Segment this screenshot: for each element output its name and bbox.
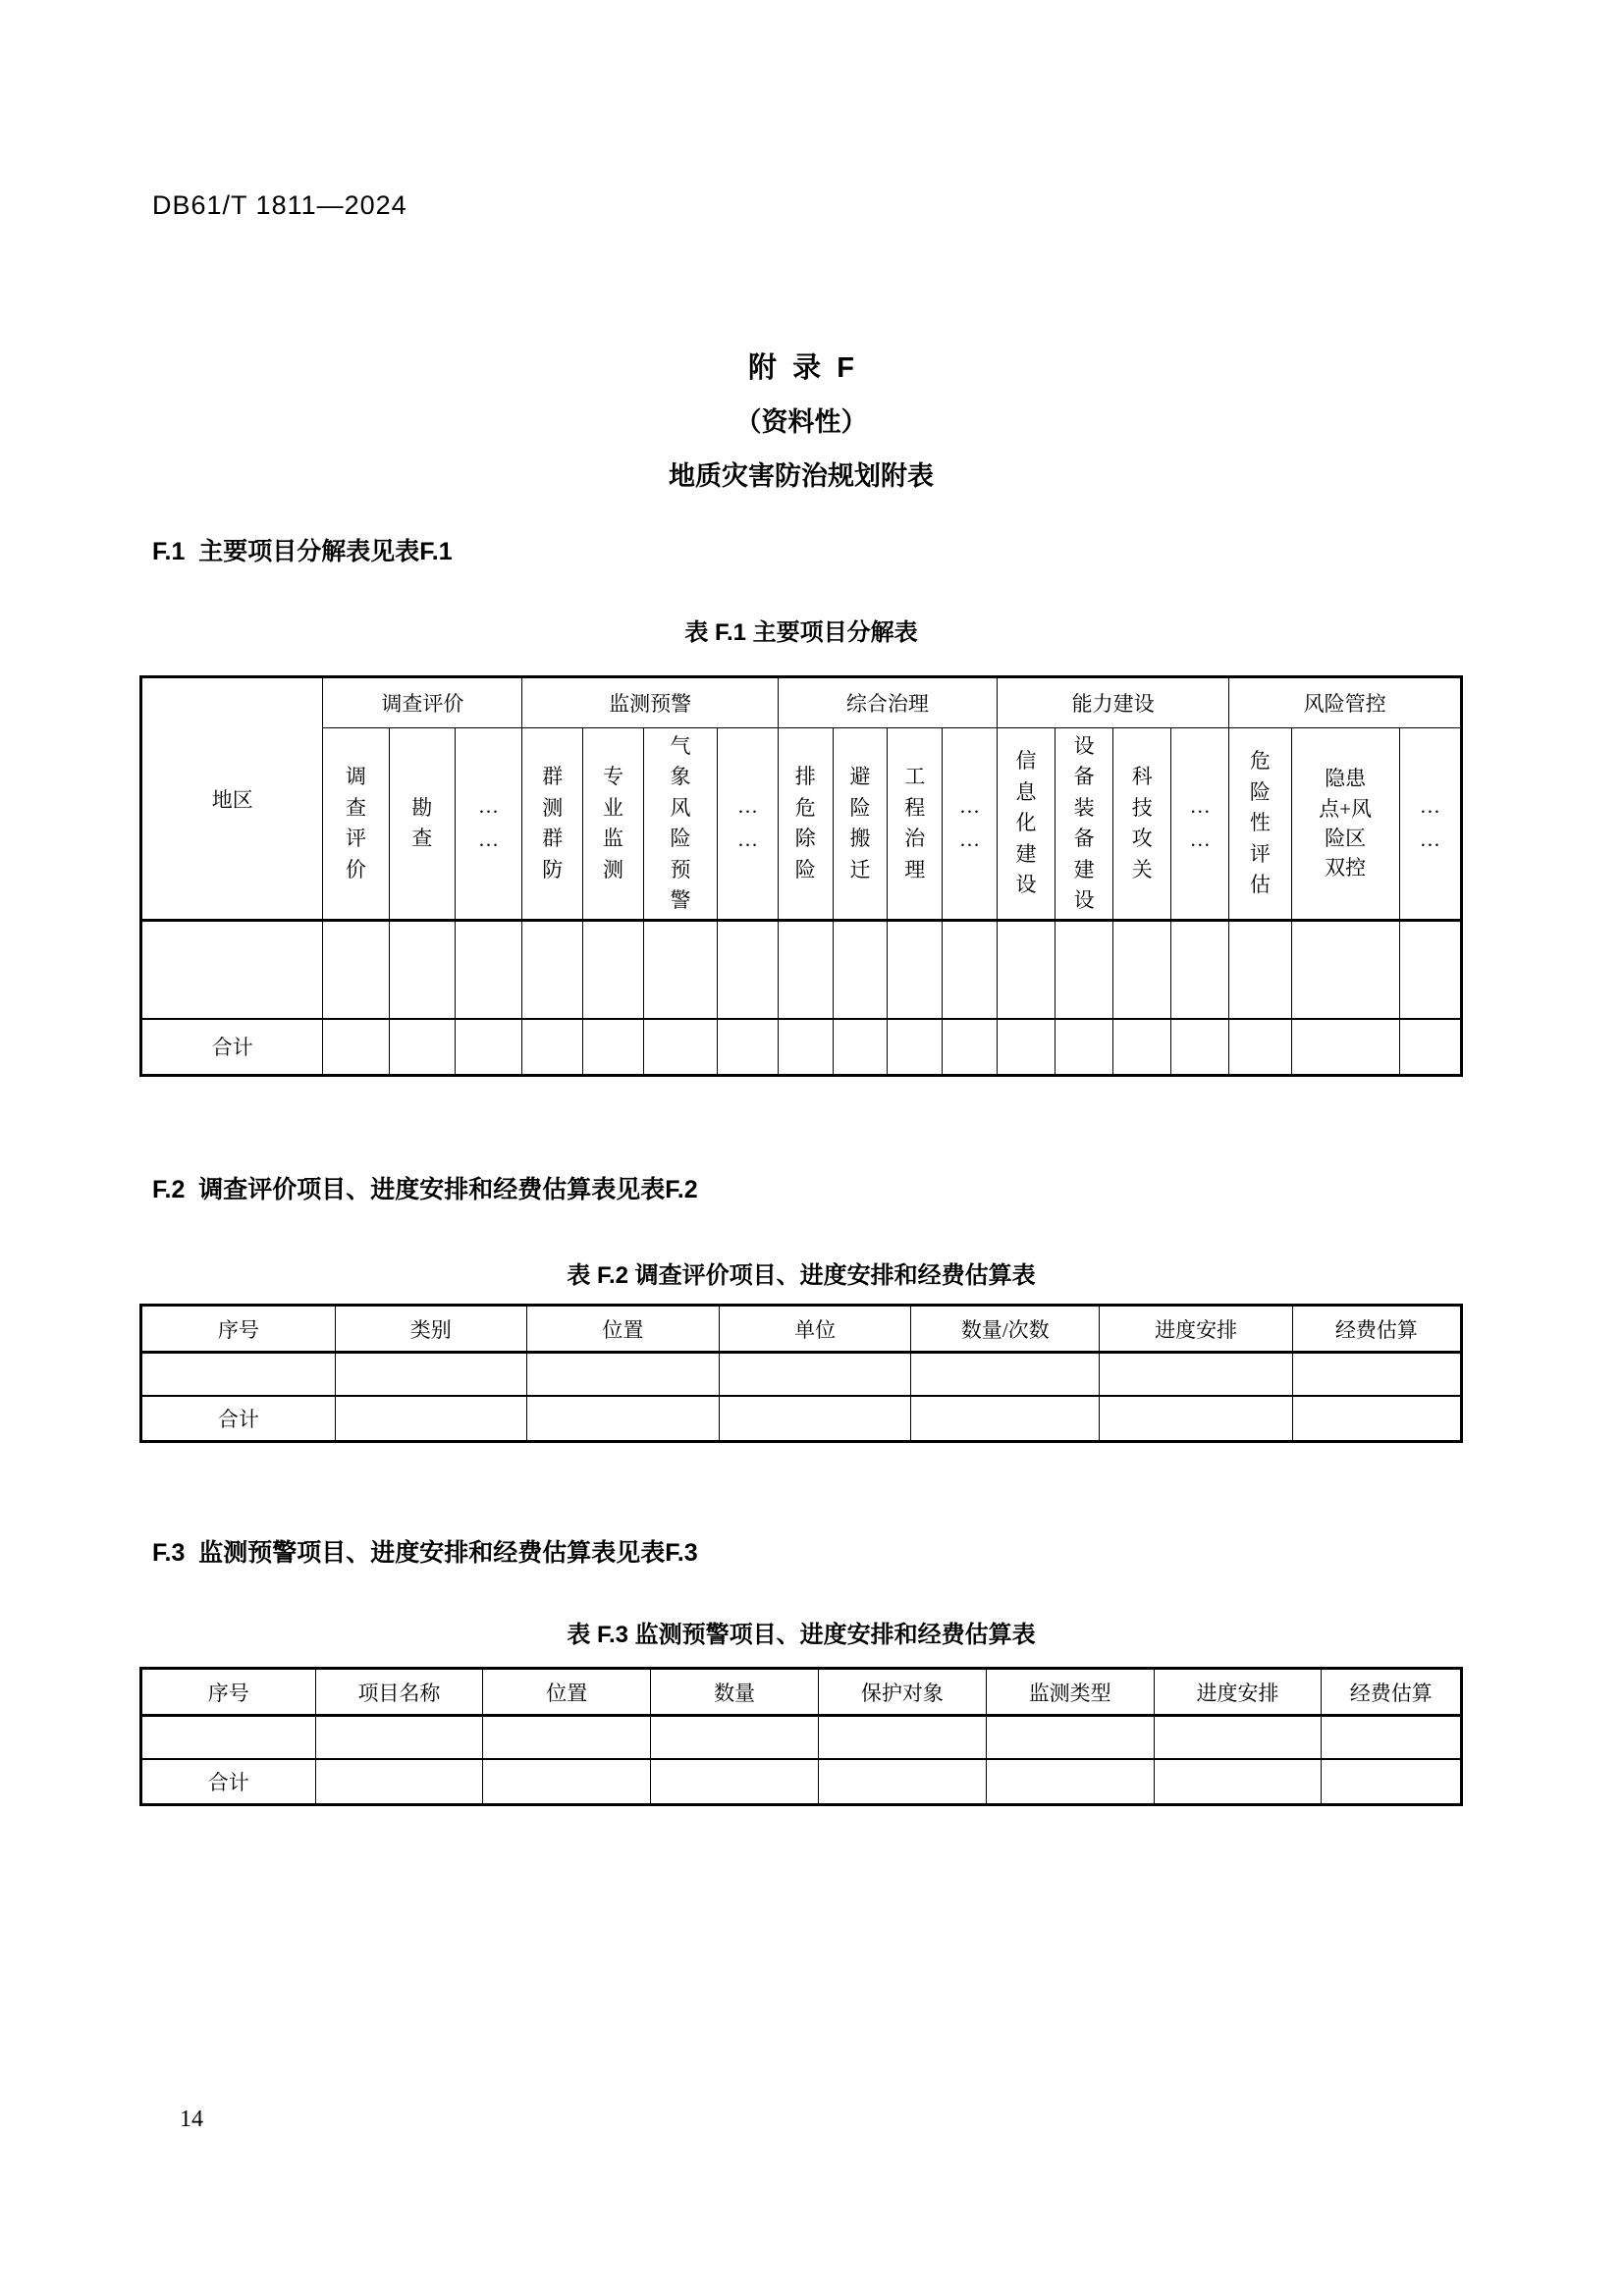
table-f2-total-cell — [526, 1396, 719, 1442]
subcolumn-label: 气象风险预警 — [670, 733, 691, 912]
table-f2-column-header: 经费估算 — [1292, 1306, 1461, 1353]
table-f1-empty-cell — [522, 921, 583, 1019]
table-f3-column-header: 位置 — [483, 1669, 651, 1716]
table-f1-subcolumn-header — [888, 728, 943, 921]
table-f1-total-cell — [522, 1019, 583, 1076]
table-f1-total-cell — [778, 1019, 833, 1076]
table-f3-empty-cell — [141, 1716, 316, 1759]
table-f3-total-row — [141, 1759, 1462, 1805]
table-f2-column-header: 数量/次数 — [911, 1306, 1100, 1353]
table-f1-empty-cell — [643, 921, 717, 1019]
table-f3-total-cell — [315, 1759, 483, 1805]
table-f1-empty-cell — [1229, 921, 1291, 1019]
table-f1-subcolumn-header — [1229, 728, 1291, 921]
table-f1-total-cell — [1399, 1019, 1461, 1076]
table-f1-empty-cell — [833, 921, 888, 1019]
table-f1-group-header-5: 风险管控 — [1229, 677, 1462, 728]
subcolumn-label: 信息化建设 — [1015, 749, 1037, 897]
table-f3-column-header: 进度安排 — [1154, 1669, 1322, 1716]
table-f2-total-cell — [911, 1396, 1100, 1442]
table-f1-main-project-breakdown — [139, 675, 1463, 1077]
subcolumn-label: 危险性评估 — [1249, 749, 1271, 897]
page-number: 14 — [180, 2107, 203, 2132]
table-f1-empty-cell — [323, 921, 389, 1019]
table-f2-column-header: 位置 — [526, 1306, 719, 1353]
table-f1-subcolumn-header — [389, 728, 455, 921]
table-f2-total-row — [141, 1396, 1462, 1442]
table-f1-subcolumn-header — [1399, 728, 1461, 921]
table-f2-empty-cell — [911, 1353, 1100, 1396]
table-f1-total-cell — [1291, 1019, 1399, 1076]
subcolumn-label: 科技攻关 — [1131, 765, 1153, 881]
table-f1-subcolumn-header — [833, 728, 888, 921]
ellipsis-label: … … — [1189, 794, 1211, 851]
appendix-subtitle: （资料性） — [734, 407, 868, 437]
table-f2-total-cell — [1100, 1396, 1292, 1442]
subcolumn-label: 避险搬迁 — [849, 765, 871, 881]
table-f2-empty-cell — [1292, 1353, 1461, 1396]
table-f2-column-header: 类别 — [335, 1306, 526, 1353]
table-f1-empty-cell — [389, 921, 455, 1019]
table-f1-empty-cell — [997, 921, 1055, 1019]
table-f1-subcolumn-header — [778, 728, 833, 921]
table-f1-total-cell — [389, 1019, 455, 1076]
table-f1-empty-cell — [943, 921, 998, 1019]
table-f1-subcolumn-header — [643, 728, 717, 921]
table-f3-monitoring-warning — [139, 1667, 1463, 1806]
table-f1-subcolumn-header — [997, 728, 1055, 921]
table-f1-total-cell — [583, 1019, 644, 1076]
table-f1-subcolumn-header — [1291, 728, 1399, 921]
table-f3-empty-cell — [651, 1716, 819, 1759]
table-f1-group-header-3: 综合治理 — [778, 677, 997, 728]
table-f3-total-cell — [1154, 1759, 1322, 1805]
table-f2-header-row — [141, 1306, 1462, 1353]
doc-code: DB61/T 1811—2024 — [152, 190, 407, 220]
subcolumn-label: 勘查 — [411, 795, 433, 850]
table-f1-total-cell — [888, 1019, 943, 1076]
table-f1-subcolumn-header — [943, 728, 998, 921]
table-f3-data-row — [141, 1716, 1462, 1759]
table-f3-column-header: 监测类型 — [986, 1669, 1154, 1716]
table-f1-empty-cell — [1291, 921, 1399, 1019]
table-f3-empty-cell — [483, 1716, 651, 1759]
table-f1-total-cell — [1056, 1019, 1113, 1076]
table-f1-group-header-2: 监测预警 — [522, 677, 779, 728]
table-f2-total-cell — [720, 1396, 911, 1442]
table-f3-empty-cell — [315, 1716, 483, 1759]
table-f1-empty-cell — [455, 921, 522, 1019]
subcolumn-label: 设备装备建设 — [1073, 733, 1095, 912]
table-f3-total-cell — [1322, 1759, 1462, 1805]
table-f2-empty-cell — [526, 1353, 719, 1396]
table-f1-subcolumn-header — [455, 728, 522, 921]
table-f1-empty-cell — [718, 921, 779, 1019]
table-f2-empty-cell — [141, 1353, 336, 1396]
table-f1-subcolumn-header — [323, 728, 389, 921]
table-f2-column-header: 序号 — [141, 1306, 336, 1353]
table-f1-total-cell — [833, 1019, 888, 1076]
table-f1-total-cell — [718, 1019, 779, 1076]
table-f2-data-row — [141, 1353, 1462, 1396]
table-f3-total-cell — [483, 1759, 651, 1805]
table-f1-total-cell — [643, 1019, 717, 1076]
table-f3-total-cell — [651, 1759, 819, 1805]
table-f1-subcolumn-header — [1113, 728, 1171, 921]
ellipsis-label: … … — [478, 794, 500, 851]
table-f1-subcolumn-header — [1056, 728, 1113, 921]
table-f1-empty-cell — [888, 921, 943, 1019]
ellipsis-label: … … — [1419, 794, 1440, 851]
section-f1-heading: F.1 主要项目分解表见表F.1 — [152, 538, 453, 565]
table-f1-group-header-4: 能力建设 — [997, 677, 1228, 728]
table-f1-empty-cell — [1171, 921, 1229, 1019]
subcolumn-label: 专业监测 — [602, 765, 623, 881]
table-f2-caption: 表 F.2 调查评价项目、进度安排和经费估算表 — [567, 1262, 1036, 1289]
table-f1-total-cell — [943, 1019, 998, 1076]
table-f1-empty-cell — [1113, 921, 1171, 1019]
table-f3-empty-cell — [986, 1716, 1154, 1759]
table-f1-total-cell — [1113, 1019, 1171, 1076]
subcolumn-label: 调查评价 — [346, 765, 367, 881]
table-f1-caption: 表 F.1 主要项目分解表 — [684, 619, 918, 646]
table-f1-total-cell — [323, 1019, 389, 1076]
table-f1-data-row — [141, 921, 1462, 1019]
table-f2-empty-cell — [1100, 1353, 1292, 1396]
table-f1-total-cell — [1171, 1019, 1229, 1076]
table-f1-group-header-row — [141, 677, 1462, 728]
table-f1-total-cell — [997, 1019, 1055, 1076]
table-f3-total-cell — [818, 1759, 986, 1805]
subcolumn-label: 群测群防 — [542, 765, 564, 881]
table-f3-empty-cell — [818, 1716, 986, 1759]
table-f2-total-cell — [335, 1396, 526, 1442]
table-f1-subcolumn-header — [718, 728, 779, 921]
table-f2-empty-cell — [335, 1353, 526, 1396]
section-f3-heading: F.3 监测预警项目、进度安排和经费估算表见表F.3 — [152, 1539, 698, 1567]
ellipsis-label: … … — [959, 794, 981, 851]
ellipsis-label: … … — [737, 794, 759, 851]
table-f3-column-header: 项目名称 — [315, 1669, 483, 1716]
table-f2-column-header: 进度安排 — [1100, 1306, 1292, 1353]
table-f2-total-cell — [1292, 1396, 1461, 1442]
appendix-title: 附 录 F — [748, 352, 854, 384]
table-f1-empty-cell — [1056, 921, 1113, 1019]
table-f3-caption: 表 F.3 监测预警项目、进度安排和经费估算表 — [567, 1622, 1036, 1648]
table-f1-subcolumn-header — [583, 728, 644, 921]
region-column-header: 地区 — [141, 677, 323, 921]
table-f1-total-label: 合计 — [141, 1019, 323, 1076]
table-f3-header-row — [141, 1669, 1462, 1716]
subcolumn-label: 工程治理 — [904, 765, 926, 881]
table-f2-total-label: 合计 — [141, 1396, 336, 1442]
table-f3-column-header: 序号 — [141, 1669, 316, 1716]
table-f3-column-header: 保护对象 — [818, 1669, 986, 1716]
section-f2-heading: F.2 调查评价项目、进度安排和经费估算表见表F.2 — [152, 1176, 698, 1203]
table-f3-total-label: 合计 — [141, 1759, 316, 1805]
table-f1-total-cell — [455, 1019, 522, 1076]
table-f2-empty-cell — [720, 1353, 911, 1396]
table-f1-group-header-1: 调查评价 — [323, 677, 522, 728]
table-f1-empty-cell — [141, 921, 323, 1019]
subcolumn-label: 排危除险 — [794, 765, 816, 881]
table-f1-subcolumn-header — [1171, 728, 1229, 921]
appendix-title-block — [139, 346, 1463, 493]
subcolumn-label: 隐患点+风险区双控 — [1319, 767, 1373, 881]
table-f3-column-header: 数量 — [651, 1669, 819, 1716]
table-f2-column-header: 单位 — [720, 1306, 911, 1353]
table-f1-total-row — [141, 1019, 1462, 1076]
table-f1-empty-cell — [583, 921, 644, 1019]
table-f1-total-cell — [1229, 1019, 1291, 1076]
table-f2-survey-evaluation — [139, 1304, 1463, 1443]
table-f1-subcolumn-header — [522, 728, 583, 921]
table-f1-subheader-row — [141, 728, 1462, 921]
table-f1-empty-cell — [778, 921, 833, 1019]
table-f3-column-header: 经费估算 — [1322, 1669, 1462, 1716]
table-f1-empty-cell — [1399, 921, 1461, 1019]
table-f3-empty-cell — [1154, 1716, 1322, 1759]
table-f3-total-cell — [986, 1759, 1154, 1805]
table-f3-empty-cell — [1322, 1716, 1462, 1759]
appendix-subject: 地质灾害防治规划附表 — [669, 461, 934, 491]
